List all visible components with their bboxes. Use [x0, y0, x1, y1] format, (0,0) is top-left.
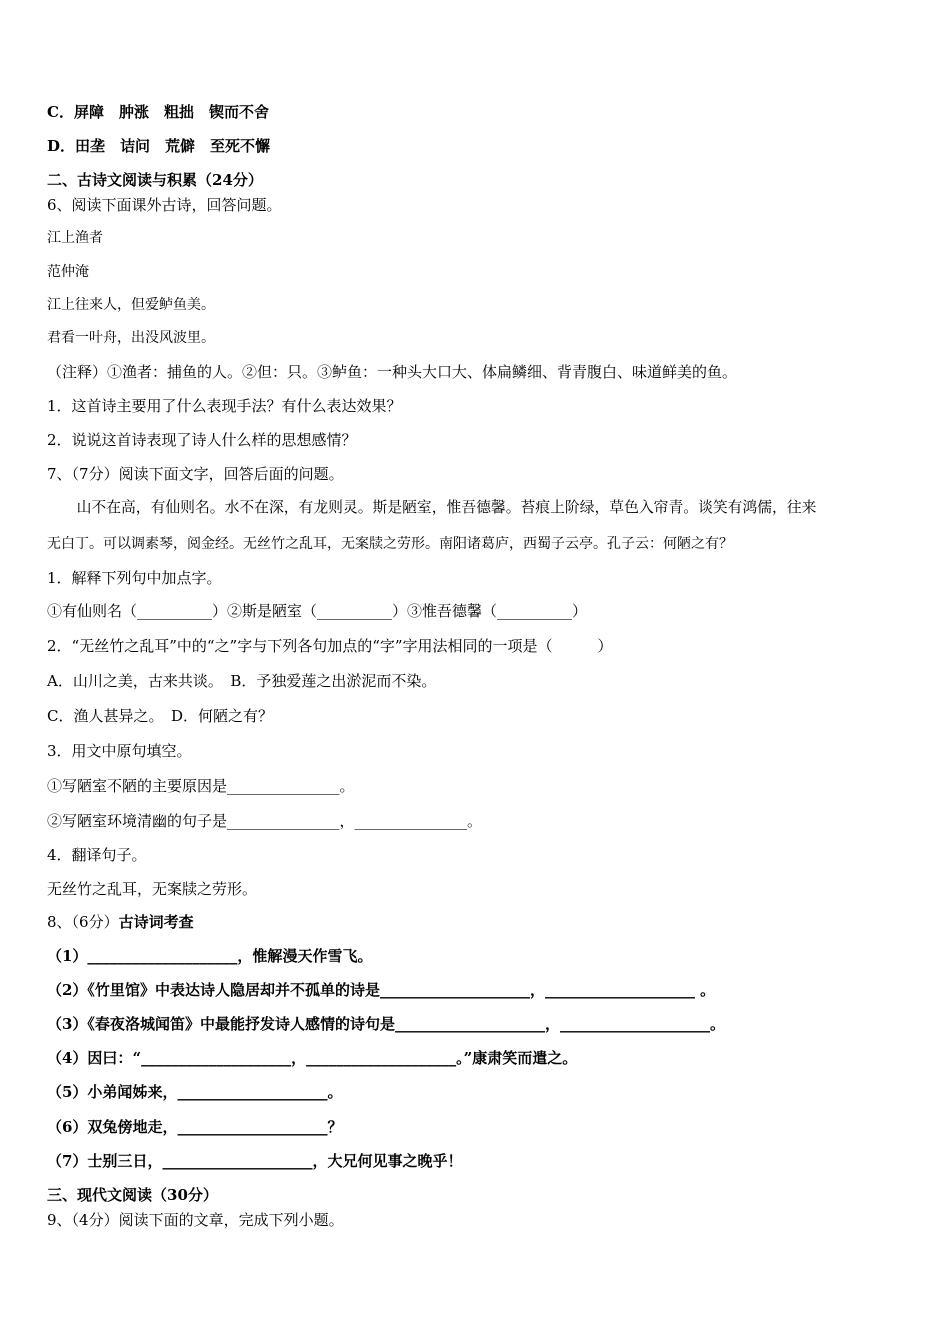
q7-sub-3: 3．用文中原句填空。	[47, 742, 192, 760]
poem-title: 江上渔者	[47, 230, 103, 246]
q6-sub-2: 2．说说这首诗表现了诗人什么样的思想感情？	[47, 431, 357, 449]
q8-item: （6）双兔傍地走，____________________？	[47, 1118, 343, 1136]
q7-sub-4: 4．翻译句子。	[47, 846, 147, 864]
option-c: C．屏障 肿涨 粗拙 锲而不舍	[47, 103, 269, 121]
poem-line-2: 君看一叶舟，出没风波里。	[47, 330, 215, 346]
q8-item: （7）士别三日，____________________，大兄何见事之晚乎！	[47, 1152, 463, 1170]
q8-item: （3）《春夜洛城闻笛》中最能抒发诗人感情的诗句是____________________，____________________。	[47, 1015, 725, 1033]
q7-sub-1-blanks: ①有仙则名（__________）②斯是陋室（__________）③惟吾德馨（__________）	[47, 602, 588, 620]
q7-prompt: 7、（7分）阅读下面文字，回答后面的问题。	[47, 465, 344, 483]
q8-prompt: 8、（6分）	[47, 913, 119, 931]
q7-sub-3-a: ①写陋室不陋的主要原因是_______________。	[47, 777, 355, 795]
q7-options-ab: A．山川之美，古来共谈。 B．予独爱莲之出淤泥而不染。	[47, 672, 437, 690]
q8-item: （4）因曰：“____________________，____________________。”康肃笑而遣之。	[47, 1049, 578, 1067]
poem-line-1: 江上往来人，但爱鲈鱼美。	[47, 297, 215, 313]
section-2-heading: 二、古诗文阅读与积累（24分）	[47, 171, 263, 189]
section-3-heading: 三、现代文阅读（30分）	[47, 1186, 218, 1204]
q9-prompt: 9、（4分）阅读下面的文章，完成下列小题。	[47, 1211, 344, 1229]
q8-item: （1）____________________，惟解漫天作雪飞。	[47, 947, 373, 965]
q7-sub-2: 2．“无丝竹之乱耳”中的“之”字与下列各句加点的“字”字用法相同的一项是（ ）	[47, 637, 613, 655]
q7-sub-1: 1．解释下列句中加点字。	[47, 569, 222, 587]
q8-item: （5）小弟闻姊来，____________________。	[47, 1083, 343, 1101]
q6-prompt: 6、阅读下面课外古诗，回答问题。	[47, 196, 282, 214]
option-d: D．田垄 诘问 荒僻 至死不懈	[47, 137, 271, 155]
q8-heading	[47, 912, 194, 932]
poem-note: （注释）①渔者：捕鱼的人。②但：只。③鲈鱼：一种头大口大、体扁鳞细、背青腹白、味道鲜美的鱼。	[47, 363, 738, 381]
q7-passage-line-2: 无白丁。可以调素琴，阅金经。无丝竹之乱耳，无案牍之劳形。南阳诸葛庐，西蜀子云亭。孔子云：何陋之有？	[47, 536, 733, 552]
poem-author: 范仲淹	[47, 264, 89, 280]
q8-title: 古诗词考查	[118, 913, 194, 931]
q7-passage-line-1: 山不在高，有仙则名。水不在深，有龙则灵。斯是陋室，惟吾德馨。苔痕上阶绿，草色入帘青。谈笑有鸿儒，往来	[47, 499, 817, 516]
q7-sub-4-text: 无丝竹之乱耳，无案牍之劳形。	[47, 880, 258, 898]
q8-item: （2）《竹里馆》中表达诗人隐居却并不孤单的诗是____________________，____________________ 。	[47, 981, 716, 999]
q7-sub-3-b: ②写陋室环境清幽的句子是_______________，_______________。	[47, 812, 483, 830]
q7-options-cd: C．渔人甚异之。 D．何陋之有？	[47, 707, 274, 725]
q6-sub-1: 1．这首诗主要用了什么表现手法？有什么表达效果？	[47, 397, 402, 415]
